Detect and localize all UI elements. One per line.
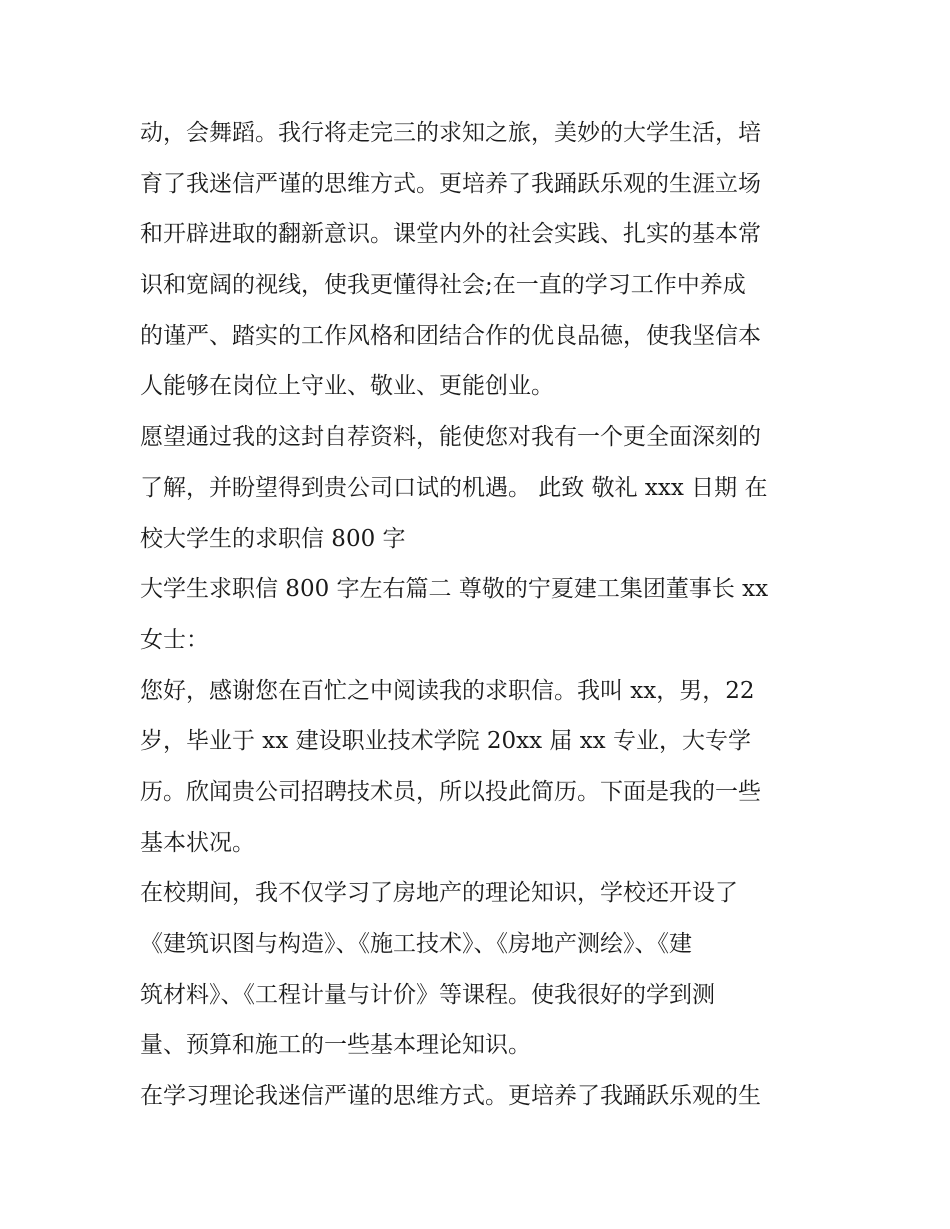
text-line: 岁，毕业于 xx 建设职业技术学院 20xx 届 xx 专业，大专学 (140, 728, 751, 755)
text-line: 《建筑识图与构造》、《施工技术》、《房地产测绘》、《建 (140, 931, 692, 957)
text-line: 育了我迷信严谨的思维方式。更培养了我踊跃乐观的生涯立场 (140, 170, 761, 197)
text-line: 的谨严、踏实的工作风格和团结合作的优良品德，使我坚信本 (140, 322, 761, 349)
text-line: 大学生求职信 800 字左右篇二 尊敬的宁夏建工集团董事长 xx (140, 576, 769, 603)
text-line: 在学习理论我迷信严谨的思维方式。更培养了我踊跃乐观的生 (140, 1083, 761, 1110)
text-line: 人能够在岗位上守业、敬业、更能创业。 (140, 373, 554, 400)
text-line: 动，会舞蹈。我行将走完三的求知之旅，美妙的大学生活，培 (140, 120, 761, 146)
text-line: 识和宽阔的视线，使我更懂得社会;在一直的学习工作中养成 (140, 272, 746, 299)
text-line: 筑材料》、《工程计量与计价》等课程。使我很好的学到测 (140, 981, 715, 1008)
text-line: 您好，感谢您在百忙之中阅读我的求职信。我叫 xx，男，22 (140, 677, 755, 704)
text-line: 历。欣闻贵公司招聘技术员，所以投此简历。下面是我的一些 (140, 778, 761, 805)
letter-body (140, 108, 820, 1122)
text-line: 校大学生的求职信 800 字 (140, 525, 406, 552)
text-line: 量、预算和施工的一些基本理论知识。 (140, 1032, 531, 1059)
text-line: 女士： (140, 626, 209, 653)
text-line: 在校期间，我不仅学习了房地产的理论知识，学校还开设了 (140, 880, 738, 907)
text-line: 愿望通过我的这封自荐资料，能使您对我有一个更全面深刻的 (140, 424, 761, 451)
text-line: 基本状况。 (140, 829, 255, 856)
text-line: 了解，并盼望得到贵公司口试的机遇。 此致 敬礼 xxx 日期 在 (140, 474, 768, 501)
text-line: 和开辟进取的翻新意识。课堂内外的社会实践、扎实的基本常 (140, 221, 761, 248)
